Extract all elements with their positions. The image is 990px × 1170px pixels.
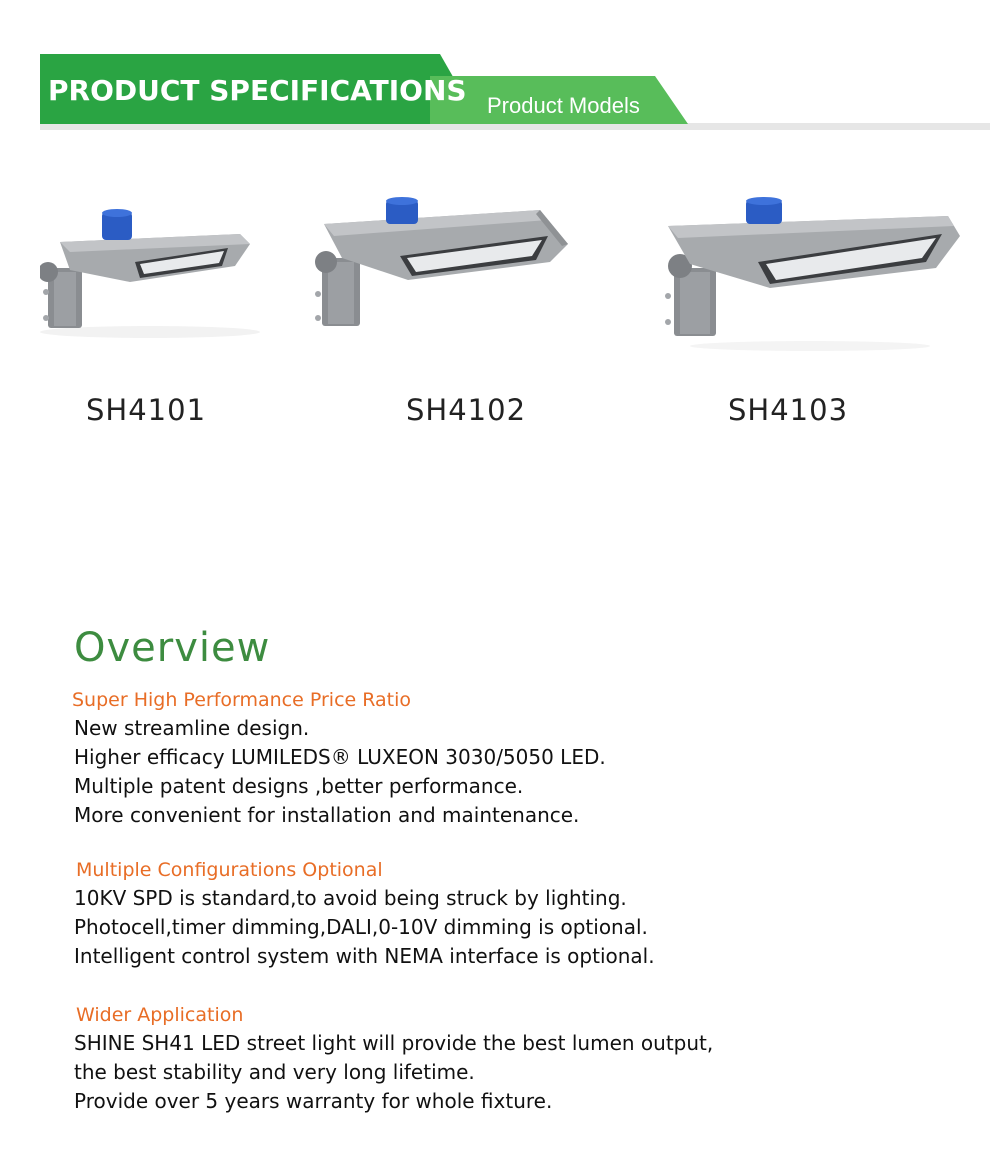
product-image-sh4101 — [40, 200, 270, 350]
feature-line: Higher efficacy LUMILEDS® LUXEON 3030/5050 LED. — [74, 745, 606, 769]
feature-line: the best stability and very long lifetime. — [74, 1060, 475, 1084]
feature-line: New streamline design. — [74, 716, 310, 740]
section-heading: Super High Performance Price Ratio — [72, 689, 412, 711]
model-name-sh4103: SH4103 — [728, 393, 849, 427]
page-subtitle: Product Models — [487, 93, 640, 118]
section-heading: Wider Application — [76, 1004, 244, 1026]
feature-line: More convenient for installation and maintenance. — [74, 803, 580, 827]
feature-line: Intelligent control system with NEMA interface is optional. — [74, 944, 655, 968]
product-image-sh4102 — [312, 196, 580, 336]
spec-banner — [0, 0, 990, 140]
feature-line: Photocell,timer dimming,DALI,0-10V dimming is optional. — [74, 915, 648, 939]
section-lines — [74, 884, 655, 971]
model-name-sh4102: SH4102 — [406, 393, 527, 427]
section-lines — [74, 714, 606, 830]
model-name-sh4101: SH4101 — [86, 393, 207, 427]
page-title: PRODUCT SPECIFICATIONS — [48, 74, 467, 107]
feature-line: SHINE SH41 LED street light will provide the best lumen output, — [74, 1031, 714, 1055]
banner-divider — [40, 123, 990, 130]
section-lines — [74, 1029, 713, 1116]
feature-line: 10KV SPD is standard,to avoid being struck by lighting. — [74, 886, 627, 910]
product-image-sh4103 — [660, 196, 960, 356]
section-heading: Multiple Configurations Optional — [76, 859, 383, 881]
feature-line: Provide over 5 years warranty for whole fixture. — [74, 1089, 553, 1113]
overview-title: Overview — [74, 625, 271, 671]
feature-line: Multiple patent designs ,better performance. — [74, 774, 524, 798]
